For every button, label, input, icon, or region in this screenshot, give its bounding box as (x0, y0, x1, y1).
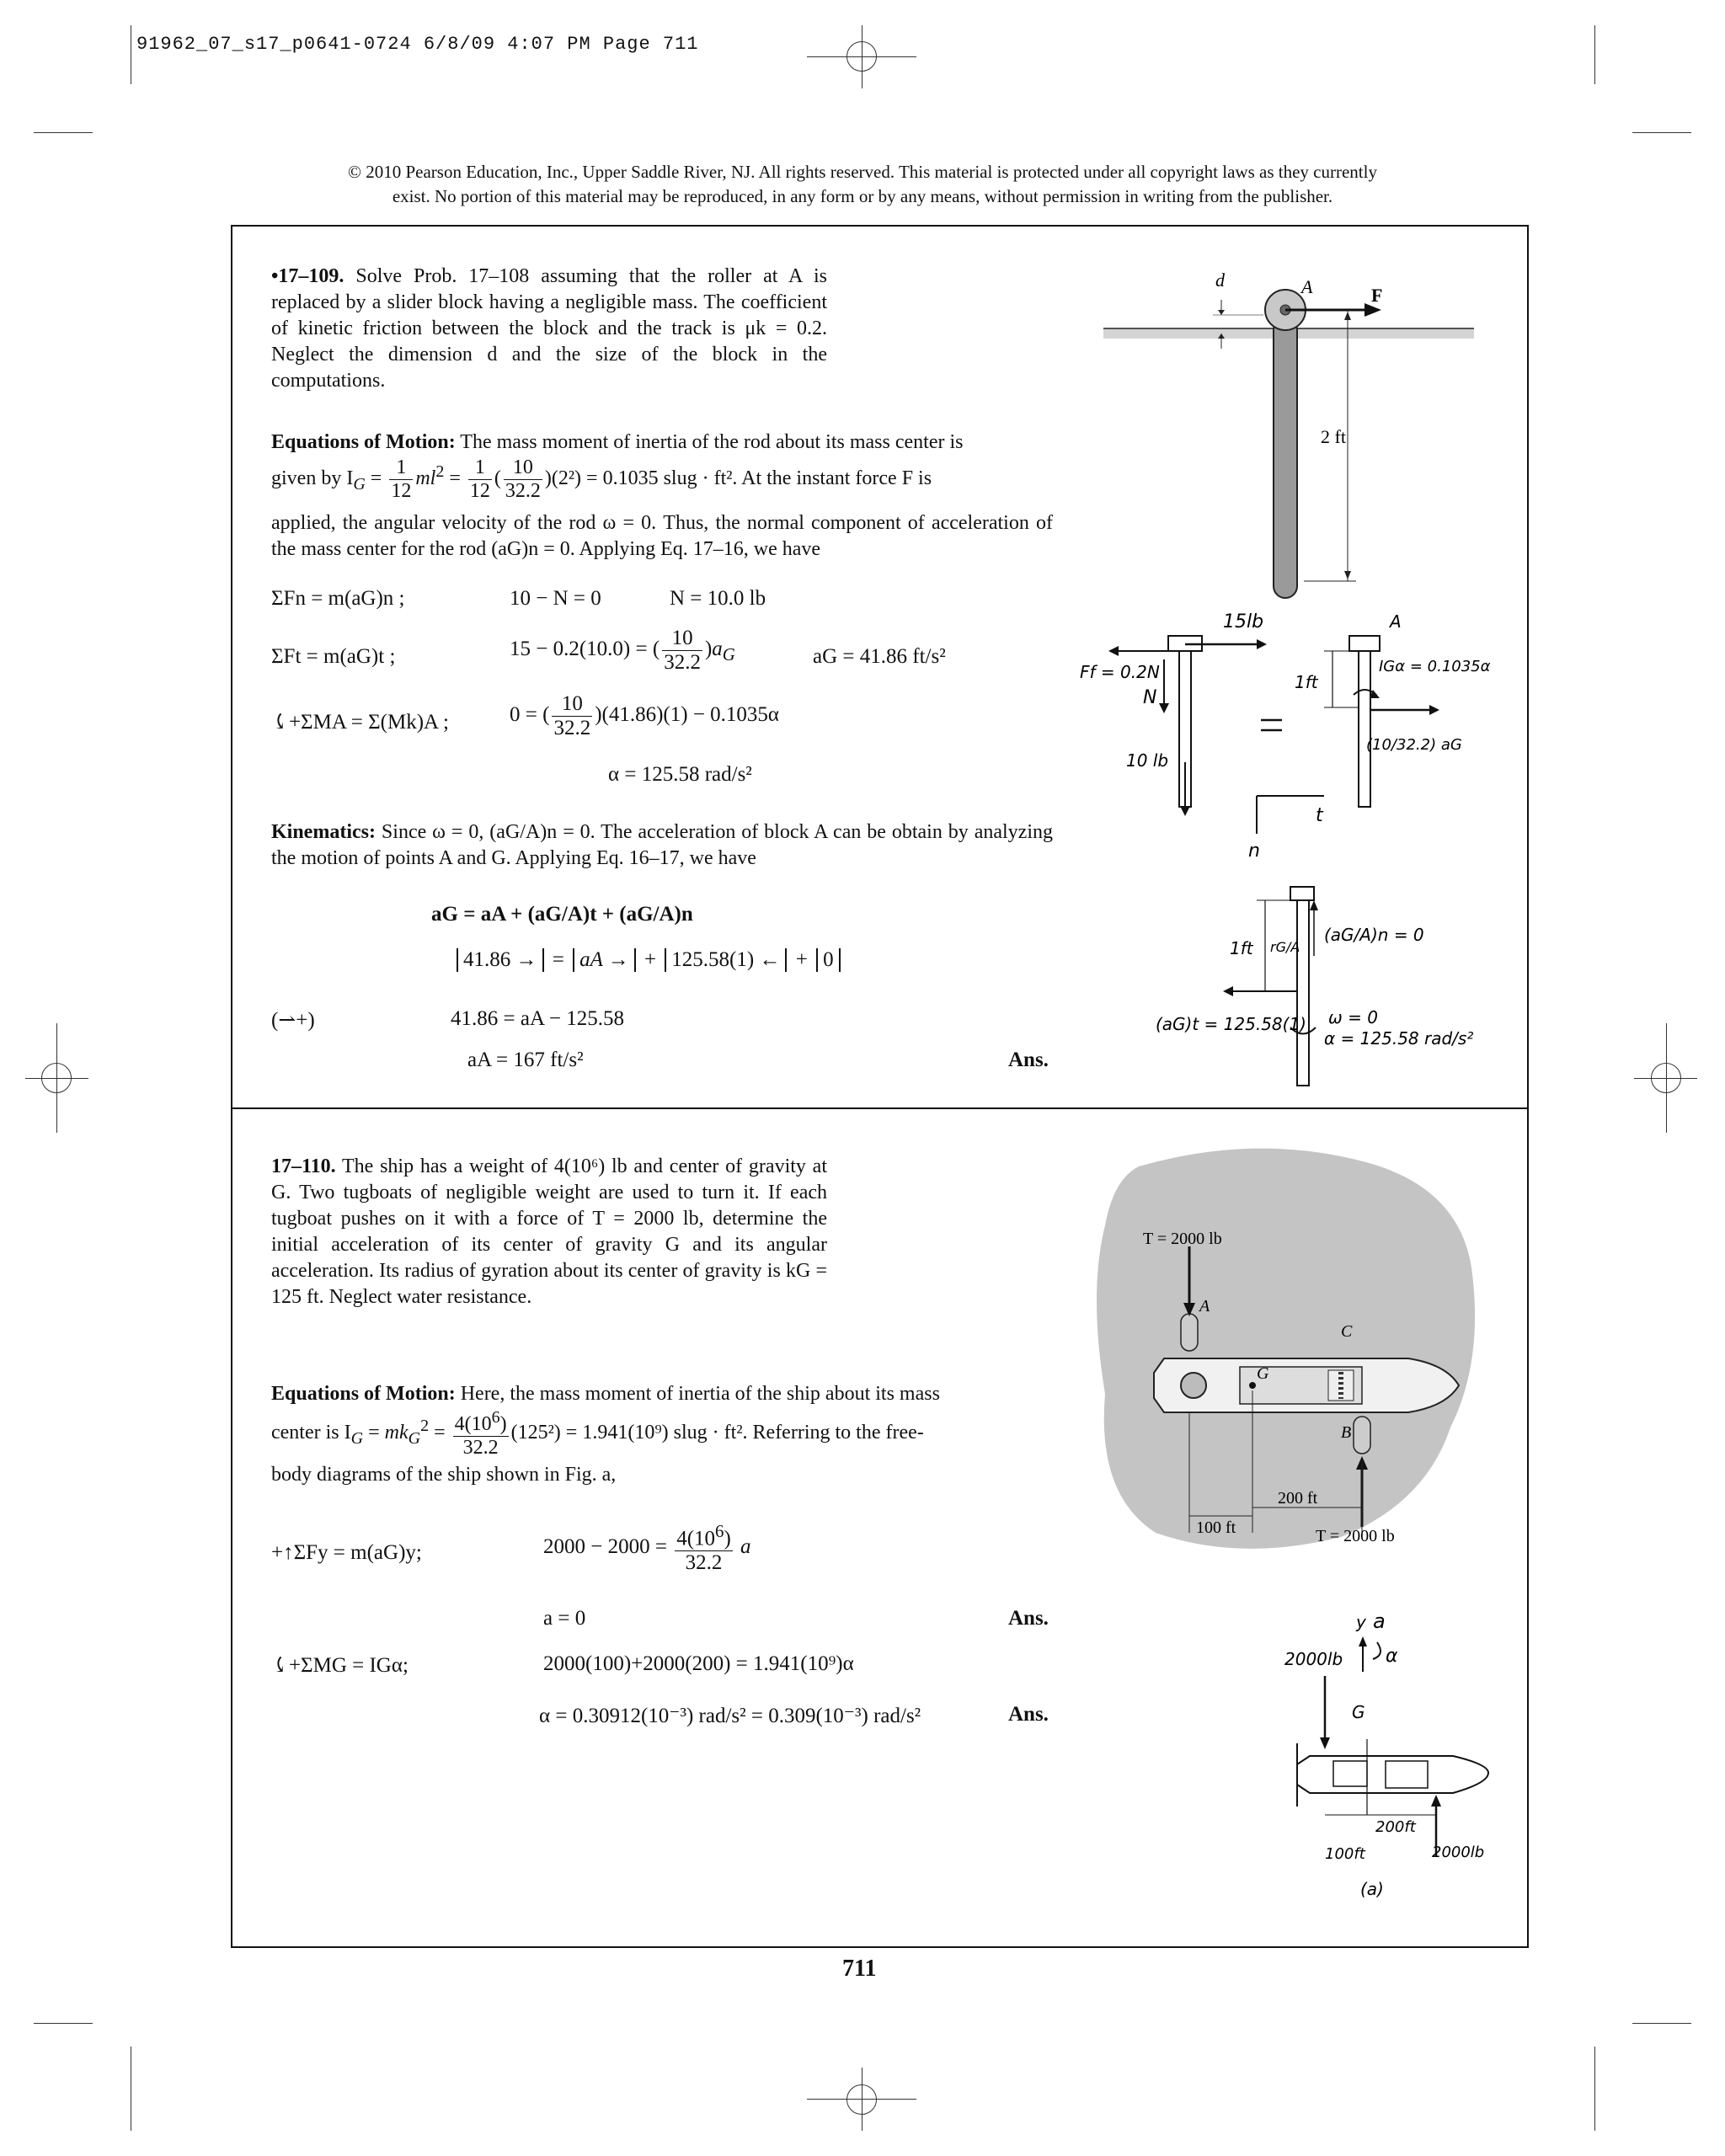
fig-label-f: F (1371, 285, 1383, 306)
problem-110-statement (271, 1154, 827, 1310)
p109-eq1-result: N = 10.0 lb (670, 587, 766, 610)
p109-eq3: 0 = ( $\frac{10}{32.2}$ )(41.86)(1) − 0.1035α (510, 692, 780, 739)
p110-eom-line1 (271, 1381, 1053, 1407)
fbd-ship-force-left: 2000lb (1284, 1649, 1343, 1669)
problem-110-text: The ship has a weight of 4(10⁶) lb and center of gravity at G. Two tugboats of negligible weight are used to turn it. If each tugboat pushes on it with a force of T = 2000 lb, determine the initial acceleration of its center of gravity G and its angular acceleration. Its radius of gyration about its center of gravity is kG = 125 ft. Neglect water resistance. (271, 1155, 827, 1308)
center-mid: (125²) = 1.941(10⁹) slug · ft². Referring to the free- (510, 1422, 924, 1444)
p110-eom-center: center is $I_G = mk_G^2$ = $\frac{4(10^6)}{32.2}$ (125²) = 1.941(10⁹) slug · ft². Referring to the free- (271, 1408, 924, 1459)
fbd-ship-100: 100ft (1325, 1845, 1365, 1863)
fbd-ship-force-right: 2000lb (1432, 1844, 1485, 1861)
kin-agan: (aG/A)n = 0 (1324, 925, 1424, 945)
slug-line: 91962_07_s17_p0641-0724 6/8/09 4:07 PM Page 711 (136, 34, 699, 55)
copyright-notice (231, 160, 1494, 209)
page-number: 711 (842, 1956, 877, 1982)
p109-fbd-sketch (1080, 611, 1491, 1099)
p109-eom-given: given by $I_G$ = $\frac{1}{12}$ $ml^2$ = $\frac{1}{12}$ ( $\frac{10}{32.2}$ )(2²) = 0.1035 slug · ft². At the instant force F is (271, 456, 932, 502)
p109-ans-label: Ans. (1008, 1049, 1049, 1071)
p110-eq1-right: a (740, 1534, 751, 1558)
p110-eq1b: a = 0 (543, 1607, 586, 1630)
kd-label-a: A (1390, 611, 1402, 632)
p109-kinematics (271, 819, 1053, 872)
kd-one-ft: 1ft (1295, 672, 1318, 692)
ship-label-b: B (1341, 1423, 1352, 1442)
kd-ig-alpha: IGα = 0.1035α (1379, 658, 1491, 675)
p109-eq3-label: ⤹+ΣMA = Σ(Mk)A ; (271, 711, 449, 734)
ship-fbd-sketch (1268, 1604, 1512, 1916)
p109-sign-convention: (⇀+) (271, 1009, 315, 1032)
eq2-left: 15 − 0.2(10.0) = (510, 638, 648, 661)
rod-figure (1095, 268, 1482, 600)
p110-eom-heading: Equations of Motion: (271, 1383, 456, 1405)
ship-figure (1088, 1141, 1484, 1558)
p110-eq1: 2000 − 2000 = $\frac{4(10^6)}{32.2}$ a (543, 1521, 751, 1575)
axis-n: n (1248, 841, 1260, 862)
fbd-ship-alpha: α (1386, 1646, 1398, 1667)
eq3-right: (41.86)(1) − 0.1035α (601, 703, 780, 727)
p110-eq1-left: 2000 − 2000 = (543, 1534, 667, 1558)
ship-label-c: C (1341, 1322, 1353, 1341)
copyright-line-1: © 2010 Pearson Education, Inc., Upper Saddle River, NJ. All rights reserved. This material is protected under all copyright laws as they currently (348, 162, 1377, 182)
fbd-ship-caption: (a) (1360, 1879, 1384, 1899)
ship-dim-100: 100 ft (1196, 1518, 1236, 1537)
p109-kin-heading: Kinematics: (271, 821, 376, 843)
problem-109-statement (271, 264, 827, 394)
ship-label-a: A (1199, 1297, 1210, 1315)
p110-eq1-label: +↑ΣFy = m(aG)y; (271, 1541, 422, 1564)
fbd-force-15: 15lb (1223, 611, 1264, 632)
fbd-ship-y: y (1356, 1612, 1366, 1632)
fig-label-length: 2 ft (1321, 426, 1346, 447)
p109-eq1-body: 10 − N = 0 (510, 587, 601, 610)
kin-alpha: α = 125.58 rad/s² (1324, 1028, 1474, 1049)
kin-one-ft: 1ft (1230, 938, 1253, 958)
ship-t-top: T = 2000 lb (1143, 1230, 1222, 1248)
p109-eq1-label: ΣFn = m(aG)n ; (271, 587, 405, 610)
fbd-friction: Ff = 0.2N (1080, 662, 1160, 682)
fig-label-a: A (1301, 276, 1313, 297)
p110-eom-text1: Here, the mass moment of inertia of the ship about its mass (460, 1383, 940, 1405)
p109-eq3-result: α = 125.58 rad/s² (608, 763, 752, 786)
copyright-line-2: exist. No portion of this material may be reproduced, in any form or by any means, without permission in writing from the publisher. (392, 186, 1333, 206)
center-prefix: center is I (271, 1422, 351, 1444)
given-result: (2²) = 0.1035 slug · ft². At the instant force F is (551, 467, 932, 490)
problem-109-text: Solve Prob. 17–108 assuming that the roller at A is replaced by a slider block having a negligible mass. The coefficient of kinetic friction between the block and the track is μk = 0.2. Neglect the dimension d and the size of the block in the computations. (271, 265, 828, 392)
p109-eq2-result: aG = 41.86 ft/s² (813, 645, 946, 668)
term-agan: 0 (823, 948, 834, 971)
kin-omega: ω = 0 (1328, 1007, 1378, 1027)
p110-eq2: 2000(100)+2000(200) = 1.941(10⁹)α (543, 1652, 854, 1675)
kin-agat: (aG)t = 125.58(1) (1156, 1014, 1306, 1034)
ship-label-g: G (1257, 1364, 1269, 1383)
p109-eom-line1 (271, 430, 1053, 456)
p109-eom-text1: The mass moment of inertia of the rod about its mass center is (460, 431, 964, 453)
kin-r: rG/A (1270, 939, 1300, 955)
fig-label-d: d (1215, 270, 1225, 291)
p109-vector-eq: aG = aA + (aG/A)t + (aG/A)n (431, 903, 693, 926)
term-agat: 125.58(1) (671, 948, 755, 971)
fbd-ship-200: 200ft (1375, 1818, 1416, 1836)
given-prefix: given by I (271, 467, 354, 490)
term-aa: aA (579, 948, 603, 971)
p110-ans-2: Ans. (1008, 1703, 1049, 1726)
fbd-ship-g: G (1352, 1702, 1365, 1722)
axis-t: t (1316, 805, 1323, 826)
term-ag: 41.86 (463, 948, 511, 971)
kd-mass-acc: (10/32.2) aG (1366, 736, 1462, 754)
problem-109-number: •17–109. (271, 265, 344, 287)
p110-ans-1: Ans. (1008, 1607, 1049, 1630)
fbd-normal: N (1143, 687, 1157, 708)
problem-divider (231, 1107, 1529, 1109)
eq3-left: 0 = (510, 703, 537, 727)
p109-eom-text2: applied, the angular velocity of the rod ω = 0. Thus, the normal component of acceleration of the mass center for the rod (aG)n = 0. Applying Eq. 17–16, we have (271, 512, 1053, 560)
p110-eom-text2: body diagrams of the ship shown in Fig. a, (271, 1464, 617, 1486)
p109-scalar-eq: 41.86 = aA − 125.58 (451, 1007, 624, 1030)
p110-eq2-label: ⤹+ΣMG = IGα; (271, 1654, 409, 1677)
ship-dim-200: 200 ft (1278, 1489, 1318, 1508)
fbd-weight: 10 lb (1126, 750, 1169, 771)
p110-eq2b: α = 0.30912(10⁻³) rad/s² = 0.309(10⁻³) rad/s² (539, 1705, 921, 1727)
fbd-ship-a: a (1373, 1609, 1386, 1633)
p109-answer: aA = 167 ft/s² (467, 1049, 584, 1071)
ship-t-bottom: T = 2000 lb (1316, 1527, 1395, 1545)
p109-eq2-label: ΣFt = m(aG)t ; (271, 645, 396, 668)
p109-kin-text: Since ω = 0, (aG/A)n = 0. The acceleration of block A can be obtain by analyzing the motion of points A and G. Applying Eq. 16–17, we have (271, 821, 1053, 869)
p109-eq2: 15 − 0.2(10.0) = ( $\frac{10}{32.2}$ )$a_G$ (510, 627, 735, 674)
p109-eom-heading: Equations of Motion: (271, 431, 456, 453)
problem-110-number: 17–110. (271, 1155, 336, 1177)
p109-vector-terms: 41.86 → = aA → + 125.58(1) ← + 0 (453, 948, 844, 972)
